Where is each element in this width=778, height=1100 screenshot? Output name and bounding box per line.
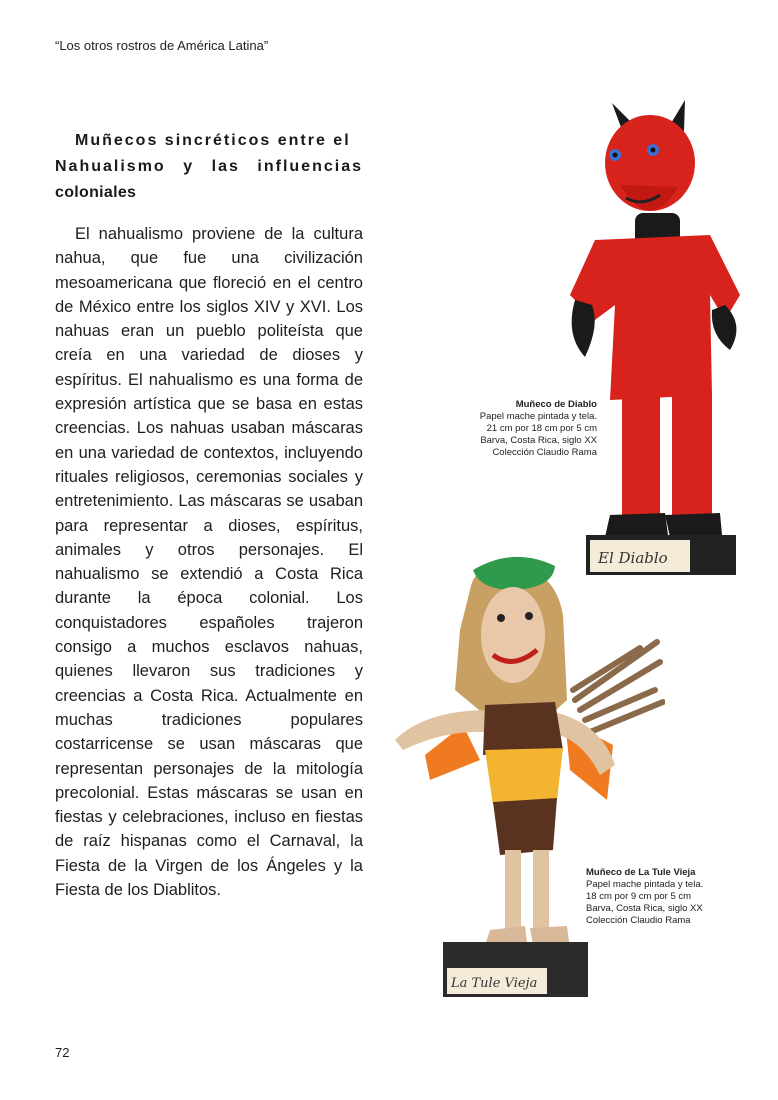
tule-caption-line: Barva, Costa Rica, siglo XX [586, 903, 703, 914]
tule-vieja-doll-photo [385, 550, 665, 1020]
tule-caption-line: 18 cm por 9 cm por 5 cm [586, 891, 692, 902]
diablo-doll-photo [560, 95, 755, 585]
tule-caption-line: Papel mache pintada y tela. [586, 879, 704, 890]
diablo-caption-line: Colección Claudio Rama [492, 447, 597, 458]
tule-caption [586, 867, 756, 927]
diablo-base-label: El Diablo [598, 549, 668, 567]
diablo-caption-line: Barva, Costa Rica, siglo XX [480, 435, 597, 446]
diablo-caption [427, 399, 597, 459]
diablo-caption-line: Papel mache pintada y tela. [479, 411, 597, 422]
section-title [55, 128, 363, 206]
diablo-caption-line: 21 cm por 18 cm por 5 cm [486, 423, 597, 434]
body-paragraph: El nahualismo proviene de la cultura nahua, que fue una civilización mesoamericana que floreció en el centro de México entre los siglos XIV y XVI. Los nahuas eran un pueblo politeísta que creía en una variedad de dioses y espíritus. El nahualismo es una forma de expresión artística que se basa en estas creencias. Los nahuas usaban máscaras en una variedad de contextos, incluyendo rituales religiosos, ceremonias sociales y entretenimiento. Las máscaras se usaban para representar a dioses, espíritus, animales y otros personajes. El nahualismo se extendió a Costa Rica durante la época colonial. Los conquistadores españoles trajeron consigo a muchos esclavos nahuas, quienes llevaron sus tradiciones y creencias a Costa Rica. Actualmente en muchas tradiciones populares costarricense se usan máscaras que representan personajes de la mitología precolonial. Estas máscaras se usan en fiestas y celebraciones, incluso en fiestas de raíz hispanas como el Carnaval, la Fiesta de la Virgen de los Ángeles y la Fiesta de los Diablitos. [55, 225, 363, 900]
page-number: 72 [55, 1045, 70, 1060]
tule-caption-title: Muñeco de La Tule Vieja [586, 867, 696, 878]
diablo-caption-title: Muñeco de Diablo [515, 399, 597, 410]
section-title-line1: Muñecos sincréticos entre el [75, 132, 351, 149]
tule-base-label: La Tule Vieja [451, 976, 538, 991]
section-title-line2: Nahualismo y las influencias [55, 158, 363, 175]
running-header: “Los otros rostros de América Latina” [55, 38, 269, 53]
tule-caption-line: Colección Claudio Rama [586, 915, 691, 926]
section-title-line3: coloniales [55, 184, 137, 201]
